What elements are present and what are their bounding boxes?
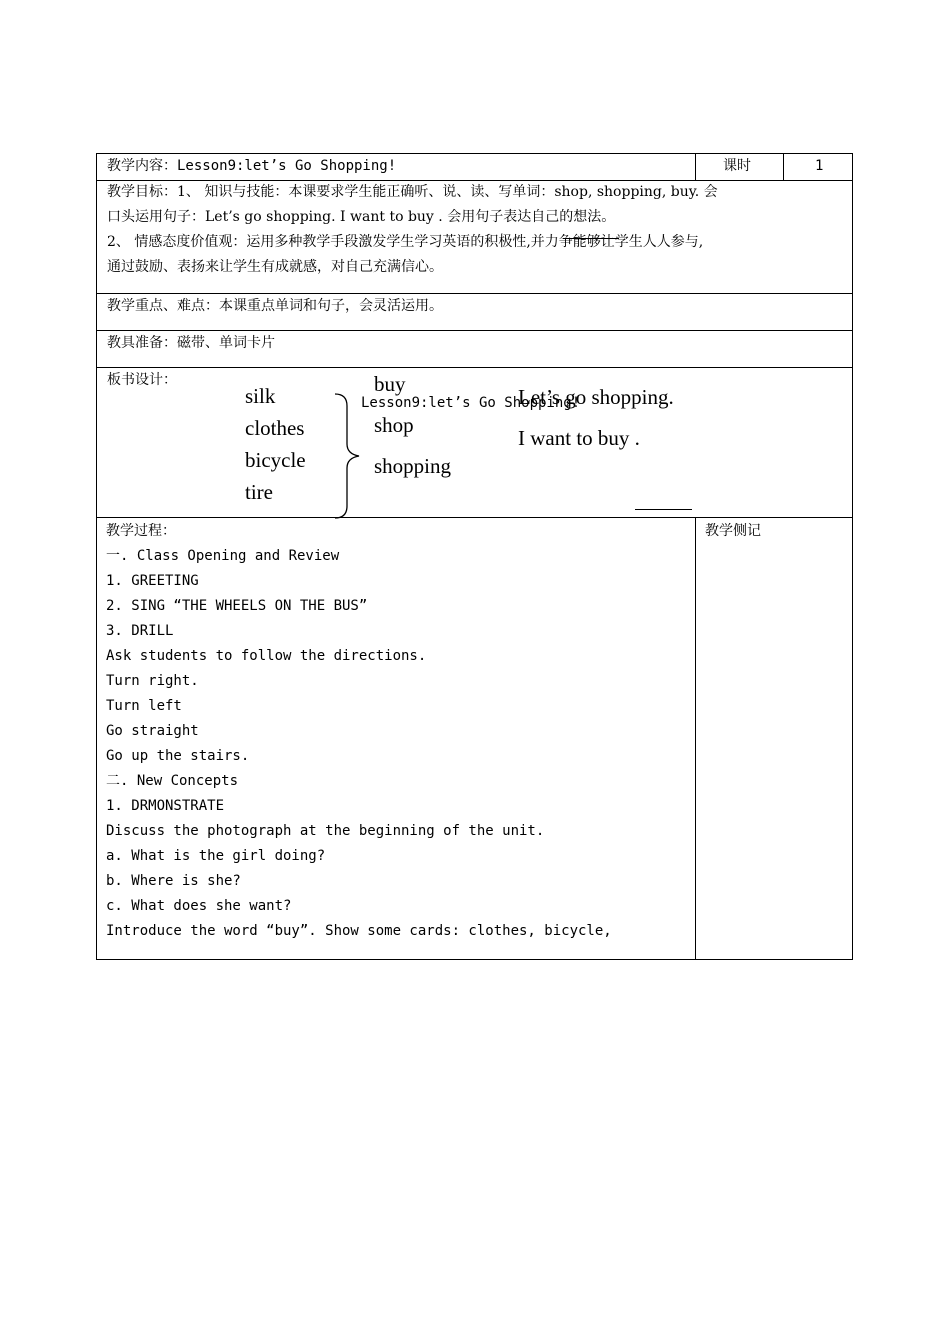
board-label: 板书设计： [107, 372, 177, 388]
process-line: 一. Class Opening and Review [106, 548, 340, 564]
period-value: 1 [815, 158, 824, 174]
board-word: tire [245, 480, 273, 504]
objectives-line: 口头运用句子：Let’s go shopping. I want to buy . 会用句子表达自己的想法。 [107, 209, 616, 225]
process-line: a. What is the girl doing? [106, 848, 326, 864]
process-line: c. What does she want? [106, 898, 292, 914]
process-line: 1. GREETING [106, 573, 199, 589]
board-word: buy [374, 372, 406, 396]
objectives-line: 2、 情感态度价值观：运用多种教学手段激发学生学习英语的积极性,并力争能够让学生人人参与, [107, 234, 704, 250]
col-divider [783, 154, 784, 180]
process-line: 2. SING “THE WHEELS ON THE BUS” [106, 598, 368, 614]
board-left-words [245, 380, 306, 508]
materials: 教具准备：磁带、单词卡片 [107, 335, 275, 351]
col-divider [695, 154, 696, 180]
key-points: 教学重点、难点：本课重点单词和句子，会灵活运用。 [107, 298, 443, 314]
process-line: Introduce the word “buy”. Show some cards: clothes, bicycle, [106, 923, 612, 939]
board-sentence: Let’s go shopping. [518, 385, 674, 409]
process-lines [106, 544, 612, 944]
process-label: 教学过程： [106, 523, 176, 539]
objectives-cell [107, 180, 847, 280]
process-line: 3. DRILL [106, 623, 174, 639]
board-overlay-title: Lesson9:let’s Go Shopping! [361, 395, 581, 411]
row-divider [97, 367, 852, 368]
lesson-title: Lesson9:let’s Go Shopping! [177, 158, 397, 174]
process-line: Ask students to follow the directions. [106, 648, 427, 664]
side-notes-label: 教学侧记 [705, 523, 761, 539]
process-line: Discuss the photograph at the beginning of the unit. [106, 823, 545, 839]
col-divider [695, 517, 696, 960]
row-divider [97, 517, 852, 518]
period-label: 课时 [723, 158, 751, 174]
objectives-line: 教学目标：1、 知识与技能：本课要求学生能正确听、说、读、写单词：shop, shopping, buy. 会 [107, 184, 718, 200]
process-line: 1. DRMONSTRATE [106, 798, 225, 814]
objectives-line: 通过鼓励、表扬来让学生有成就感，对自己充满信心。 [107, 259, 443, 275]
process-line: b. Where is she? [106, 873, 241, 889]
board-word: clothes [245, 416, 305, 440]
board-word: bicycle [245, 448, 306, 472]
board-sentence: I want to buy . [518, 426, 640, 450]
strike-line [563, 238, 619, 239]
board-word: shopping [374, 454, 452, 478]
board-word: silk [245, 384, 276, 408]
process-line: Go up the stairs. [106, 748, 250, 764]
process-line: Turn left [106, 698, 182, 714]
process-line: Turn right. [106, 673, 199, 689]
content-cell [107, 154, 396, 179]
content-label: 教学内容： [107, 158, 177, 174]
lesson-plan-table [96, 153, 853, 960]
blank-line [635, 509, 692, 510]
process-line: 二. New Concepts [106, 773, 239, 789]
process-line: Go straight [106, 723, 199, 739]
board-word: shop [374, 413, 414, 437]
